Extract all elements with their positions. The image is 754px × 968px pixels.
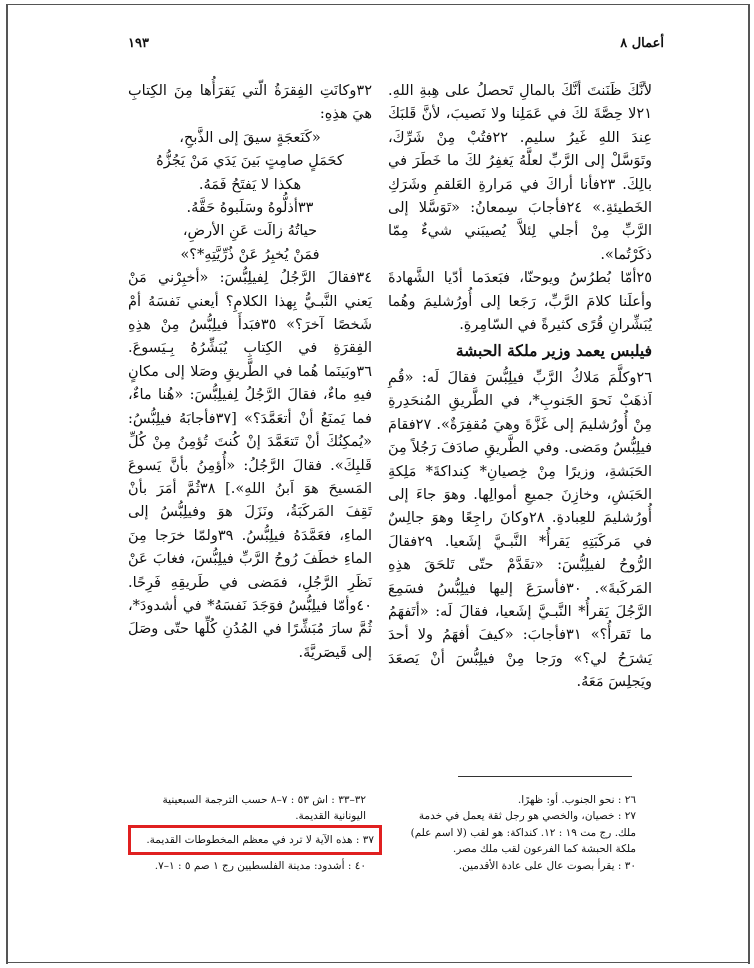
footnote: ٢٦ : نحو الجنوب. أو: ظهرًا. (517, 794, 636, 806)
running-title: أعمال ٨ (620, 36, 664, 51)
verse-paragraph: ٣٤فقالَ الرَّجُلُ لِفيلِبُّسَ: «أخبِرْني مَنْ يَعني النَّبـيُّ بِهذا الكلامِ؟ أيعني نَفسَهُ أمْ شَخصًا آخرَ؟» ٣٥فبَدأَ فيلِبُّسُ مِنْ هذِهِ الفِقرَةِ في الكِتابِ يُبَشِّرُهُ بِـيَسوعَ. ٣٦وبَينَما هُما في الطَّريقِ وصَلا إلى مكانٍ فيهِ ماءٌ، فقالَ الرَّجُلُ لِفيلِبُّسَ: «هُنا ماءٌ، فما يَمنَعُ أنْ أتعَمَّدَ؟» [٣٧فأجابَهُ فيلِبُّسُ: «يُمكِنُكَ أنْ تَتعَمَّدَ إنْ كُنتَ تُؤمِنُ مِنْ كُلِّ قَلبِكَ». فقالَ الرَّجُلُ: «أُؤمِنُ بأنَّ يَسوعَ المَسيحَ هوَ اَبنُ اللهِ».] ٣٨ثُمَّ أمَرَ بأنْ تَقِفَ المَركَبَةُ، ونَزَلَ هوَ وفيلِبُّسُ إلى الماءِ، فعَمَّدَهُ فيلِبُّسُ. ٣٩ولمّا خرَجا مِنَ الماءِ خطَفَ رُوحُ الرَّبِّ فيلِبُّسَ، فغابَ عَنْ نَظَرِ الرَّجُلِ، فمَضى في طَريقِهِ فَرِحًا. ٤٠وأمّا فيلِبُّسُ فوَجَدَ نَفسَهُ* في أشدودَ*، ثُمَّ سارَ مُبَشِّرًا في المُدُنِ كُلِّها حتّى وصَلَ إلى قَيصَريَّةَ. (128, 270, 372, 661)
poem-quote (128, 127, 372, 267)
verse-paragraph: ٢٥أمّا بُطرُسُ ويوحنّا، فبَعدَما أدّيا الشَّهادةَ وأعلَنا كلامَ الرَّبِّ، رَجَعا إلى أُورُشليمَ وهُما يُبَشِّرانِ قُرًى كثيرةً في السّامِرةِ. (388, 270, 652, 334)
right-column (388, 80, 652, 695)
highlighted-footnote: ٣٧ : هذه الآية لا ترد في معظم المخطوطات القديمة. (146, 834, 374, 846)
poem-line: حياتُهُ زالَت عَنِ الأرضِ، (182, 223, 318, 240)
footnote: ٣٢–٣٣ : اش ٥٣ : ٧–٨ حسب الترجمة السبعينية اليونانية القديمة. (162, 794, 366, 823)
scan-border-top (6, 4, 750, 5)
left-column (128, 80, 372, 665)
scan-border-right (748, 4, 750, 964)
page-number: ١٩٣ (128, 36, 149, 51)
footnote: ٢٧ : خصيان، والخصي هو رجل ثقة يعمل في خدمة ملك. رج مت ١٩ : ١٢. كنداكة: هو لقب (لا اسم علم) ملكة الحبشة كما الفرعون لقب ملك مصر. (410, 810, 636, 856)
poem-line: «كَنَعجَةٍ سيقَ إلى الذَّبحِ، (179, 129, 321, 146)
poem-line: هكذا لا يَفتَحُ فَمَهُ. (198, 176, 302, 193)
footnotes-left (128, 792, 366, 825)
scan-border-bottom (6, 962, 750, 963)
footnote: ٣٠ : يقرأ بصوت عال على عادة الأقدمين. (458, 859, 636, 872)
scan-border-left (6, 4, 8, 964)
section-title: فيلبس يعمد وزير ملكة الحبشة (455, 341, 652, 361)
verse-paragraph: لأنَّكَ ظَنَنتَ أنَّكَ بالمالِ تَحصلُ على هِبةِ اللهِ. ٢١لا حِصَّةَ لكَ في عَمَلِنا ولا نَصيبَ، لأنَّ قَلبَكَ عِندَ اللهِ غَيرُ سليم. ٢٢فتُبْ مِنْ شَرِّكَ، وتَوَسَّلْ إلى الرَّبِّ لعلَّهُ يَغفِرُ لكَ ما خَطَرَ في بالِكَ. ٢٣فأنا أراكَ في مَرارةِ العَلقمِ وشَرَكِ الخَطيئةِ.» ٢٤فأجابَ سِمعانُ: «تَوَسَّلا إلى الرَّبِّ مِنْ أجلي لِئلاَّ يُصيبَني شيءٌ مِمّا ذكَرْتُما». (388, 83, 652, 263)
footnote-divider (458, 776, 632, 777)
verse-paragraph: ٣٢وكانَتِ الفِقرَةُ الّتي يَقرَأُها مِنَ الكِتابِ هيَ هذِهِ: (128, 83, 372, 123)
poem-line: فمَنْ يُخبِرُ عَنْ ذُرِّيَّتِهِ*؟» (180, 246, 320, 263)
poem-line: ٣٣أذلُّوهُ وسَلَبوهُ حَقَّهُ. (186, 200, 314, 217)
footnotes-right (400, 792, 636, 874)
verse-paragraph: ٢٦وكلَّمَ مَلاكُ الرَّبِّ فيلِبُّسَ فقالَ لَه: «قُمِ اَذهَبْ نَحوَ الجَنوبِ*، في الطَّريقِ المُنحَدِرةِ مِنْ أُورُشليمَ إلى غَزَّةَ وهيَ مُقفِرَةٌ». ٢٧فقامَ فيلِبُّسُ ومَضى. وفي الطَّريقِ صادَفَ رَجُلاً مِنَ الحَبَشةِ، وزيرًا مِنْ خِصيانِ* كِنداكةَ* مَلِكةِ الحَبَشِ، وخازِنَ جميعِ أموالِها. وهوَ جاءَ إلى أُورُشليمَ للعِبادةِ. ٢٨وكانَ راجِعًا وهوَ جالِسٌ في مَركَبَتِهِ يَقرأُ* النَّبـيَّ إشَعيا. ٢٩فقالَ الرُّوحُ لفيلِبُّسَ: «تقَدَّمْ حتّى تَلحَقَ هذِهِ المَركَبةَ». ٣٠فأسرَعَ إليها فيلِبُّسُ فسَمِعَ الرَّجُلَ يَقرأُ* النَّبـيَّ إشَعيا، فقالَ لَه: «أتَفهَمُ ما تَقرأُ؟» ٣١فأجابَ: «كيفَ أفهَمُ ولا أحدَ يَشرَحُ لي؟» ورَجا مِنْ فيلِبُّسَ أنْ يَصعَدَ ويَجلِسَ مَعَهُ. (388, 369, 653, 691)
footnote: ٤٠ : أشدود: مدينة الفلسطيين رج ١ صم ٥ : ١–٧. (154, 860, 366, 872)
poem-line: كحَمَلٍ صامِتٍ بَينَ يَدَي مَنْ يَجُزُّهُ (156, 153, 344, 170)
